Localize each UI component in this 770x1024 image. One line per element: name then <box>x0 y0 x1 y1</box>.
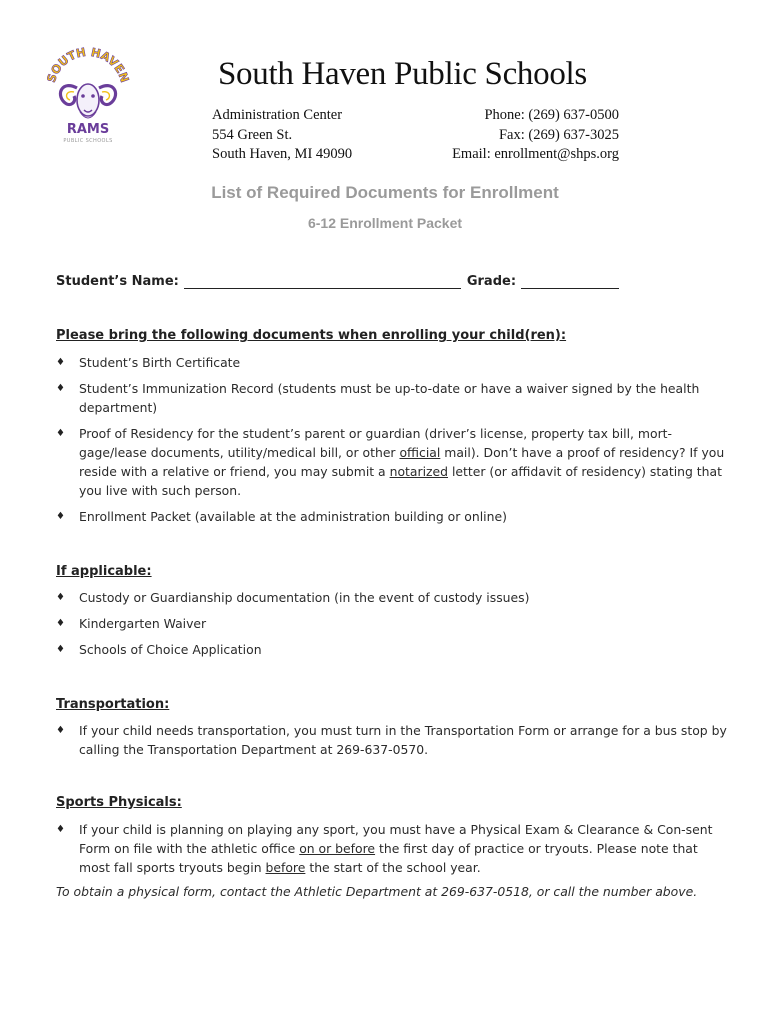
list-item: ♦ Enrollment Packet (available at the administration building or online) <box>56 509 507 524</box>
sports-physicals-heading: Sports Physicals: <box>56 795 182 810</box>
address-line: Administration Center <box>212 107 343 123</box>
list-item: ♦ Proof of Residency for the student’s parent or guardian (driver’s license, property tax bill, mort-gage/lease documents, utility/medical bill, or other official mail). Don’t have a proof of residency? If you reside with a relative or friend, you may submit a notarized letter (or affidavit of residency) stating that you live with such person. <box>56 426 725 498</box>
list-item: ♦ Schools of Choice Application <box>56 642 262 657</box>
document-subtitle: 6-12 Enrollment Packet <box>307 215 463 231</box>
school-logo <box>44 44 132 148</box>
bullet-diamond-icon: ♦ <box>56 644 65 655</box>
logo-rams-text: RAMS <box>66 122 110 137</box>
notarized-underlined: notarized <box>389 464 449 479</box>
grade-label: Grade: <box>466 274 517 289</box>
address-line: 554 Green St. <box>212 126 293 143</box>
list-item: ♦ If your child needs transportation, you must turn in the Transportation Form or arrange for a bus stop by calling the Transportation Department at 269-637-0570. <box>56 723 727 757</box>
student-name-field[interactable] <box>184 274 461 289</box>
transportation-heading: Transportation: <box>56 697 170 712</box>
rams-logo-icon <box>44 44 132 148</box>
fax-line: Fax: (269) 637-3025 <box>498 126 619 143</box>
list-item: ♦ Student’s Immunization Record (students must be up-to-date or have a waiver signed by the health department) <box>56 381 700 415</box>
bullet-diamond-icon: ♦ <box>56 824 65 835</box>
student-name-label: Student’s Name: <box>56 274 179 289</box>
bullet-diamond-icon: ♦ <box>56 618 65 629</box>
email-line: Email: enrollment@shps.org <box>452 146 619 162</box>
official-underlined: official <box>399 445 441 460</box>
student-info-row <box>56 274 625 289</box>
applicable-list <box>56 588 728 659</box>
bullet-diamond-icon: ♦ <box>56 383 65 394</box>
if-applicable-heading: If applicable: <box>56 564 152 579</box>
list-item: ♦ Kindergarten Waiver <box>56 616 207 631</box>
address-line: South Haven, MI 49090 <box>212 146 353 162</box>
list-item: ♦ If your child is planning on playing any sport, you must have a Physical Exam & Clearance & Con-sent Form on file with the athletic office on or before the first day of practice or tryouts. Please note that most fall sports tryouts begin before the start of the school year. <box>56 822 713 875</box>
sports-list <box>56 820 728 877</box>
transportation-list <box>56 721 728 759</box>
before-underlined: before <box>265 860 306 875</box>
ram-head-icon <box>60 84 115 118</box>
contact-block <box>452 106 619 165</box>
bullet-diamond-icon: ♦ <box>56 511 65 522</box>
on-or-before-underlined: on or before <box>299 841 376 856</box>
bullet-diamond-icon: ♦ <box>56 592 65 603</box>
grade-field[interactable] <box>521 274 619 289</box>
document-title: List of Required Documents for Enrollment <box>211 183 559 202</box>
organization-name: South Haven Public Schools <box>218 56 587 92</box>
logo-arc-text: SOUTH HAVEN <box>44 44 132 85</box>
list-item: ♦ Custody or Guardianship documentation (in the event of custody issues) <box>56 590 530 605</box>
address-block <box>212 106 352 165</box>
bullet-diamond-icon: ♦ <box>56 357 65 368</box>
bullet-diamond-icon: ♦ <box>56 725 65 736</box>
phone-line: Phone: (269) 637-0500 <box>484 107 619 123</box>
required-documents-list <box>56 353 728 526</box>
list-item: ♦ Student’s Birth Certificate <box>56 355 241 370</box>
required-documents-heading: Please bring the following documents when enrolling your child(ren): <box>56 328 567 343</box>
logo-tagline: PUBLIC SCHOOLS <box>63 138 113 144</box>
bullet-diamond-icon: ♦ <box>56 428 65 439</box>
physical-form-note: To obtain a physical form, contact the Athletic Department at 269-637-0518, or call the number above. <box>56 884 698 899</box>
